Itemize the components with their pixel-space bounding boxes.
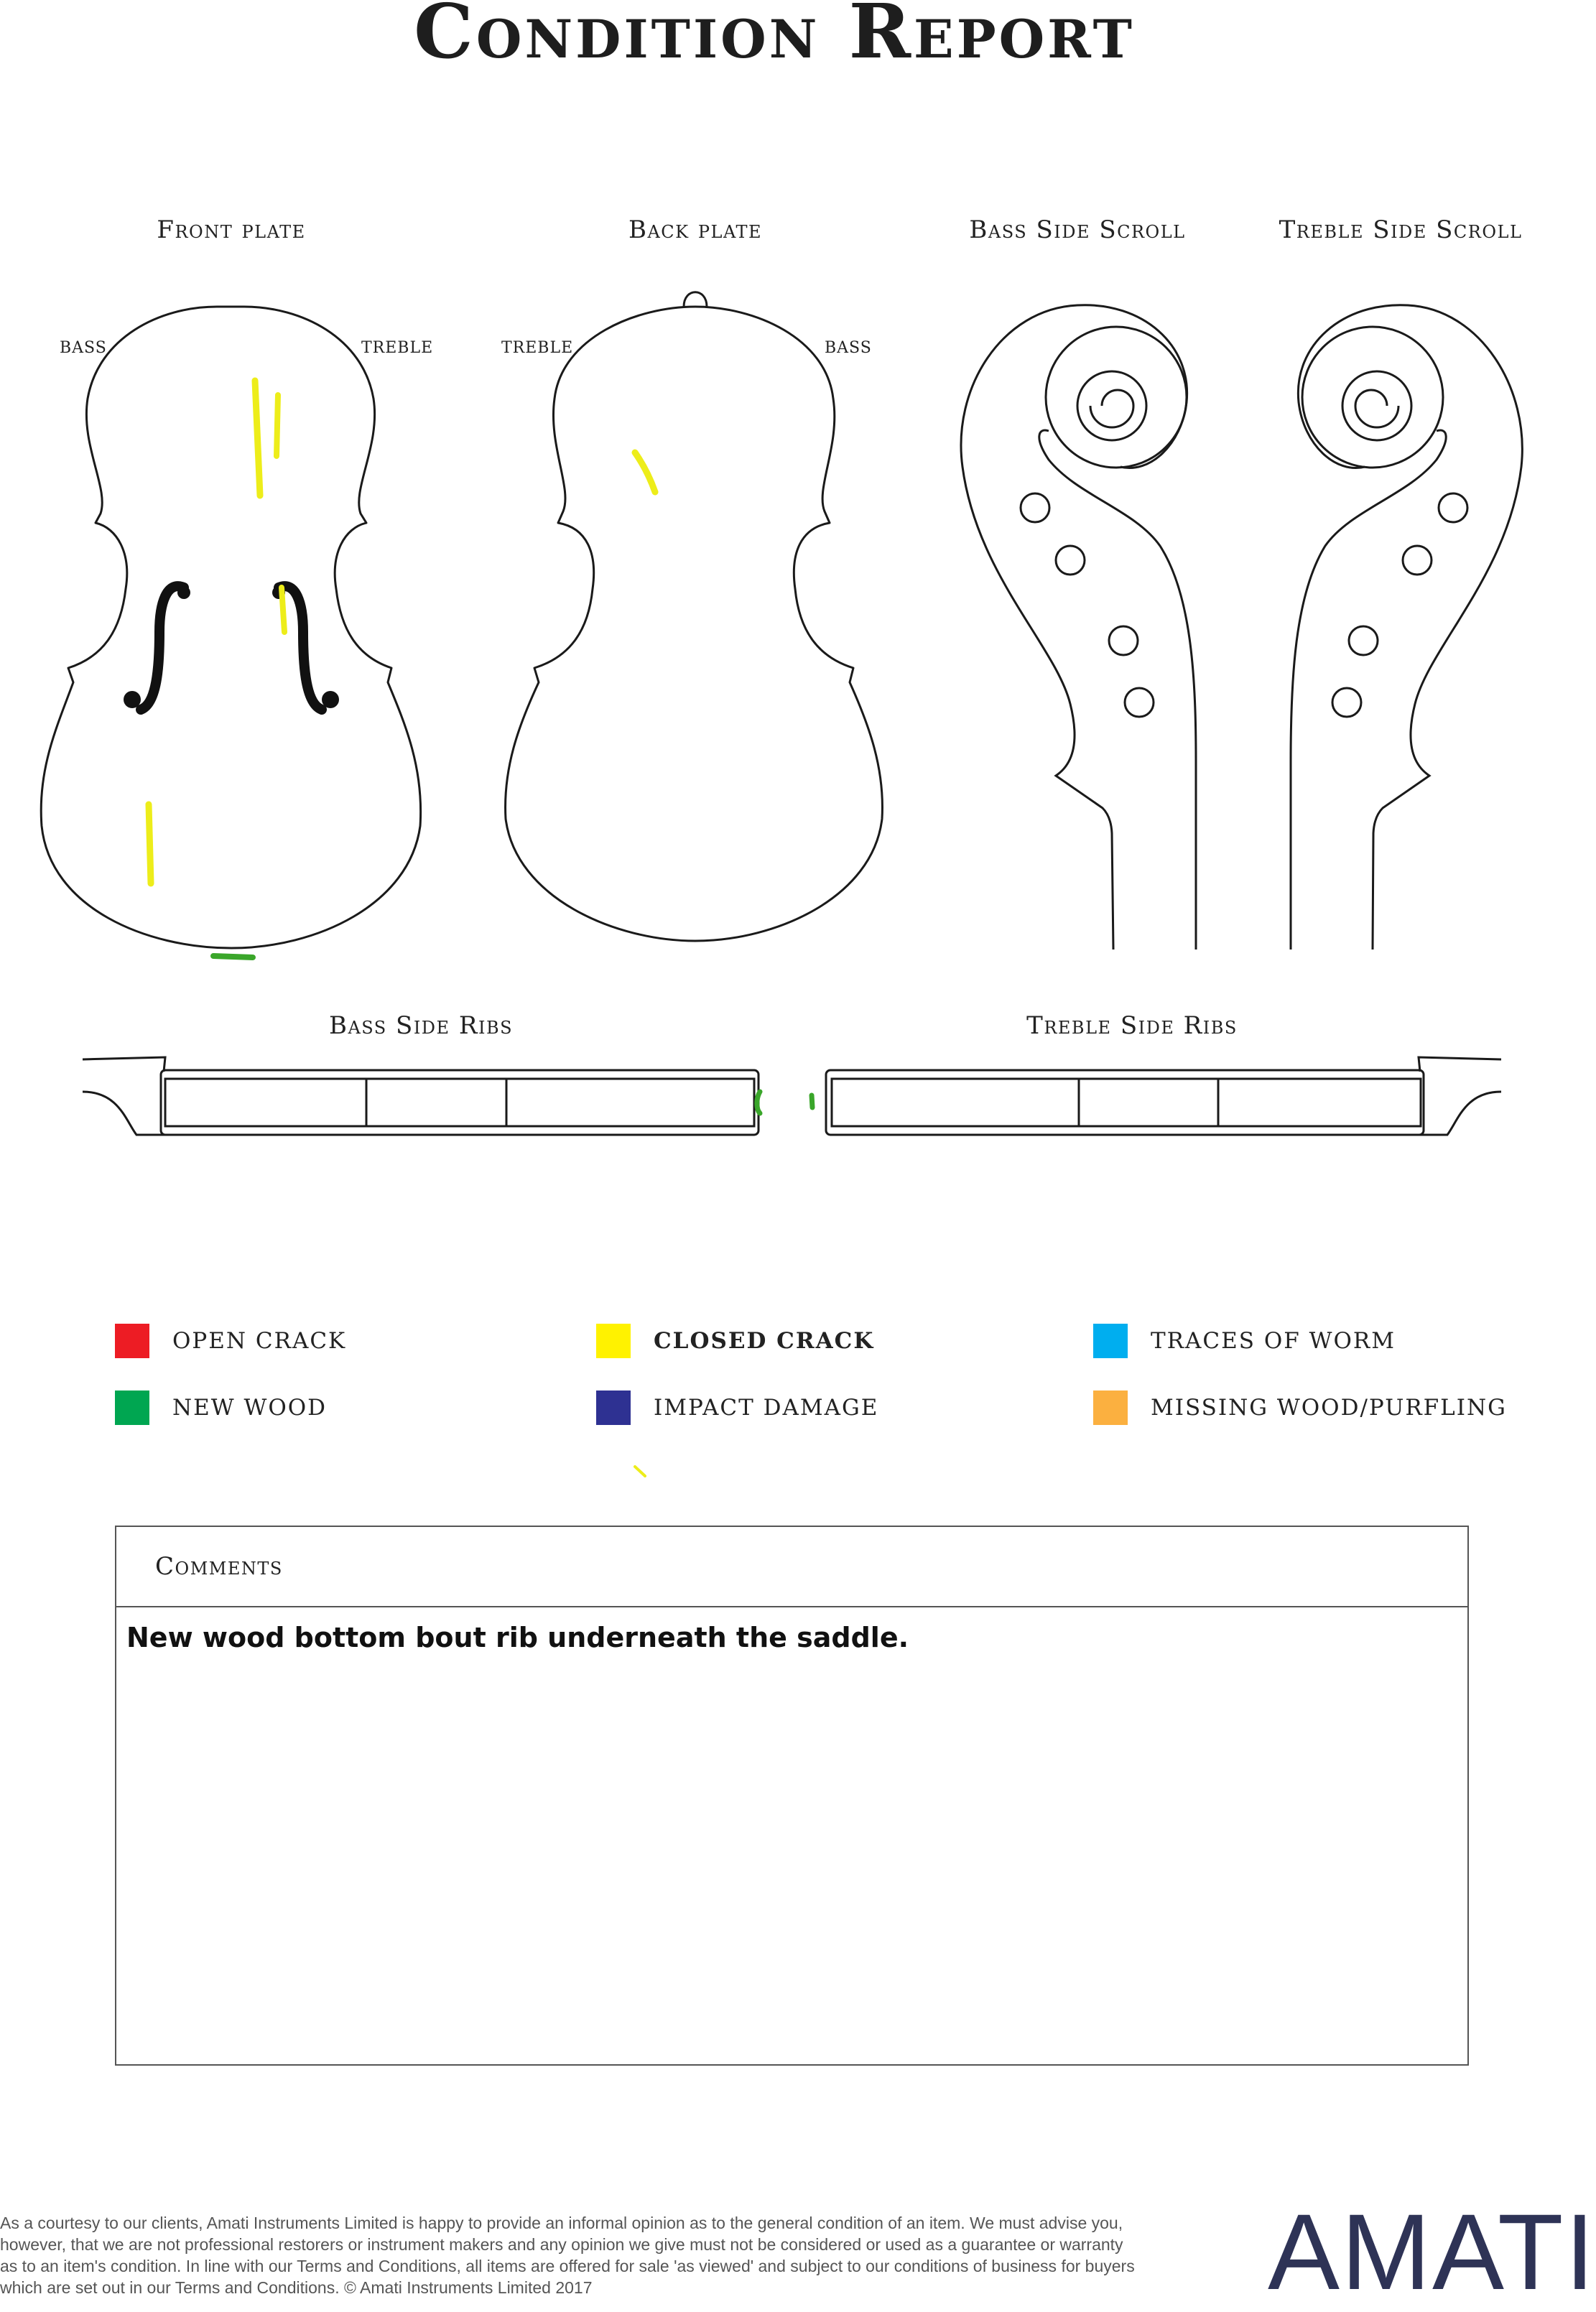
legend-item-missing-wood-purfling (1093, 1390, 1507, 1426)
scroll-volute-mid (1077, 371, 1146, 440)
legend-item-open-crack (115, 1323, 346, 1359)
rib-neck (83, 1057, 165, 1135)
closed-crack-mark (149, 804, 151, 883)
scroll-inner-curve (1291, 430, 1446, 950)
f-hole-left (141, 586, 184, 710)
page-title: Condition Report (414, 0, 1135, 75)
new-wood-mark (213, 956, 253, 957)
legend-swatch (1093, 1324, 1128, 1358)
heading-treble-side-ribs: Treble Side Ribs (1026, 1011, 1238, 1040)
amati-logo: AMATI (1268, 2191, 1596, 2312)
legend-swatch (115, 1324, 149, 1358)
front-plate-left-label: BASS (60, 339, 107, 357)
heading-back-plate: Back plate (628, 215, 763, 244)
f-holes (124, 586, 339, 710)
button (684, 292, 707, 307)
closed-crack-mark (277, 395, 278, 456)
peg-hole (1056, 546, 1085, 575)
legend-label: TRACES OF WORM (1151, 1328, 1396, 1354)
legend-label: CLOSED CRACK (654, 1328, 875, 1354)
f-hole-left-top-eye (177, 586, 190, 599)
scroll-outline (961, 305, 1187, 950)
treble-side-scroll-drawing (1291, 305, 1522, 950)
legend-label: MISSING WOOD/PURFLING (1151, 1395, 1507, 1421)
peg-hole (1439, 493, 1467, 522)
back-plate-left-label: TREBLE (501, 339, 574, 357)
back-plate-right-label: BASS (825, 339, 872, 357)
comments-box (115, 1526, 1469, 2066)
legend-swatch (596, 1324, 631, 1358)
scroll-volute-outer (1302, 327, 1443, 468)
back-plate-outline (506, 307, 883, 941)
heading-front-plate: Front plate (157, 215, 306, 244)
peg-hole (1332, 688, 1361, 717)
legend-swatch (596, 1391, 631, 1425)
peg-hole (1403, 546, 1432, 575)
front-plate-right-label: TREBLE (361, 339, 434, 357)
scroll-volute-mid (1342, 371, 1411, 440)
scroll-inner-curve (1039, 430, 1196, 950)
front-plate-drawing (41, 307, 420, 948)
closed-crack-mark (282, 588, 284, 632)
treble-side-ribs-drawing (826, 1057, 1501, 1135)
legend-swatch (115, 1391, 149, 1425)
comments-text[interactable]: New wood bottom bout rib underneath the saddle. (126, 1622, 909, 1653)
f-hole-left-bottom-eye (124, 691, 141, 708)
heading-treble-side-scroll: Treble Side Scroll (1279, 215, 1523, 244)
rib-neck (1419, 1057, 1501, 1135)
heading-bass-side-scroll: Bass Side Scroll (969, 215, 1186, 244)
legend-item-new-wood (115, 1390, 327, 1426)
peg-hole (1109, 626, 1138, 655)
peg-hole (1125, 688, 1154, 717)
closed-crack-mark (635, 452, 655, 492)
front-plate-outline (41, 307, 420, 948)
closed-crack-mark (255, 381, 260, 496)
back-plate-drawing (506, 292, 883, 941)
disclaimer-text: As a courtesy to our clients, Amati Instruments Limited is happy to provide an informal opinion as to the general condition of an item. We must advise you, however, that we are not professional restorers or instrument makers and any opinion we give must not be considered or used as a guarantee or warranty as to an item's condition. In line with our Terms and Conditions, all items are offered for sale 'as viewed' and subject to our conditions of business for buyers which are set out in our Terms and Conditions. © Amati Instruments Limited 2017 (0, 2214, 1135, 2297)
scroll-volute-inner (1090, 390, 1133, 427)
legend-swatch (1093, 1391, 1128, 1425)
comments-title: Comments (155, 1552, 283, 1581)
legend-label: OPEN CRACK (172, 1328, 347, 1354)
legend-label: NEW WOOD (172, 1395, 328, 1421)
legend-label: IMPACT DAMAGE (654, 1395, 879, 1421)
legend-item-impact-damage (596, 1390, 878, 1426)
legend-item-closed-crack (596, 1323, 874, 1359)
scroll-volute-outer (1046, 327, 1187, 468)
comments-header (116, 1527, 1467, 1607)
bass-side-scroll-drawing (961, 305, 1196, 950)
closed-crack-mark (635, 1467, 645, 1476)
front-plate-marks (149, 381, 284, 957)
f-hole-right-bottom-eye (322, 691, 339, 708)
rib-inner (832, 1079, 1421, 1126)
legend-item-traces-of-worm (1093, 1323, 1396, 1359)
ribs-marks (757, 1092, 812, 1113)
heading-bass-side-ribs: Bass Side Ribs (328, 1011, 514, 1040)
bass-side-ribs-drawing (83, 1057, 758, 1135)
peg-hole (1349, 626, 1378, 655)
scroll-volute-inner (1355, 390, 1398, 427)
peg-hole (1021, 493, 1049, 522)
rib-inner (165, 1079, 754, 1126)
